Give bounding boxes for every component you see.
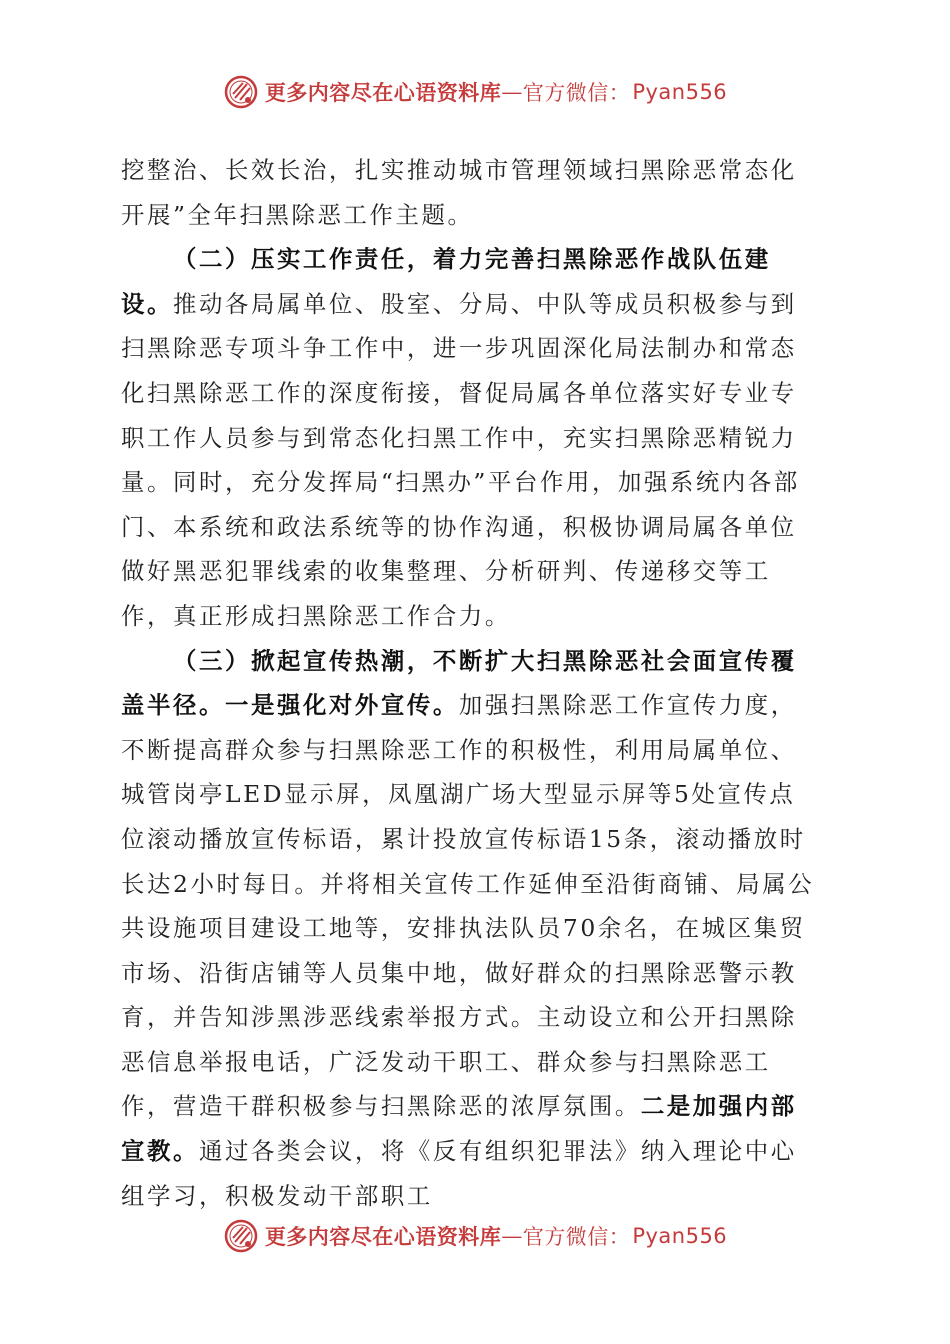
subheading-internal-education: 二是加强内部宣教。 xyxy=(121,1092,797,1166)
banner-wechat-label: 官方微信： xyxy=(522,81,631,105)
seal-logo-icon xyxy=(223,1218,259,1254)
paragraph-text: 加强扫黑除恶工作宣传力度，不断提高群众参与扫黑除恶工作的积极性，利用局属单位、城管岗亭LED显示屏，凤凰湖广场大型显示屏等5处宣传点位滚动播放宣传标语，累计投放宣传标语15条，滚动播放时长达2小时每日。并将相关宣传工作延伸至沿街商铺、局属公共设施项目建设工地等，安排执法队员70余名，在城区集贸市场、沿街店铺等人员集中地，做好群众的扫黑除恶警示教育，并告知涉黑涉恶线索举报方式。主动设立和公开扫黑除恶信息举报电话，广泛发动干职工、群众参与扫黑除恶工作，营造干群积极参与扫黑除恶的浓厚氛围。 xyxy=(121,691,815,1121)
footer-watermark-banner xyxy=(0,1214,950,1258)
paragraph-text: 推动各局属单位、股室、分局、中队等成员积极参与到扫黑除恶专项斗争工作中，进一步巩固深化局法制办和常态化扫黑除恶工作的深度衔接，督促局属各单位落实好专业专职工作人员参与到常态化扫黑工作中，充实扫黑除恶精锐力量。同时，充分发挥局“扫黑办”平台作用，加强系统内各部门、本系统和政法系统等的协作沟通，积极协调局属各单位做好黑恶犯罪线索的收集整理、分析研判、传递移交等工作，真正形成扫黑除恶工作合力。 xyxy=(121,289,800,630)
section-heading-2: （二）压实工作责任，着力完善扫黑除恶作战队伍建设。 xyxy=(121,245,771,318)
paragraph-continuation: 挖整治、长效长治，扎实推动城市管理领域扫黑除恶常态化开展”全年扫黑除恶工作主题。 xyxy=(121,156,797,229)
banner-wechat-label: 官方微信： xyxy=(522,1225,631,1249)
paragraph-publicity xyxy=(121,639,821,1219)
banner-dash: — xyxy=(501,1224,523,1248)
seal-logo-icon xyxy=(223,74,259,110)
section-heading-3: （三）掀起宣传热潮，不断扩大扫黑除恶社会面宣传覆盖半径。 xyxy=(121,646,797,720)
banner-wechat-id: Pyan556 xyxy=(632,1224,728,1248)
banner-dash: — xyxy=(501,80,523,104)
header-watermark-banner xyxy=(0,70,950,114)
banner-brand-text: 更多内容尽在心语资料库 xyxy=(264,80,502,105)
subheading-external-publicity: 一是强化对外宣传。 xyxy=(224,691,459,720)
document-body xyxy=(121,148,821,1218)
paragraph-text: 通过各类会议，将《反有组织犯罪法》纳入理论中心组学习，积极发动干部职工 xyxy=(121,1137,797,1210)
banner-brand-text: 更多内容尽在心语资料库 xyxy=(264,1224,502,1249)
paragraph-responsibility xyxy=(121,237,821,638)
banner-wechat-id: Pyan556 xyxy=(632,80,728,104)
